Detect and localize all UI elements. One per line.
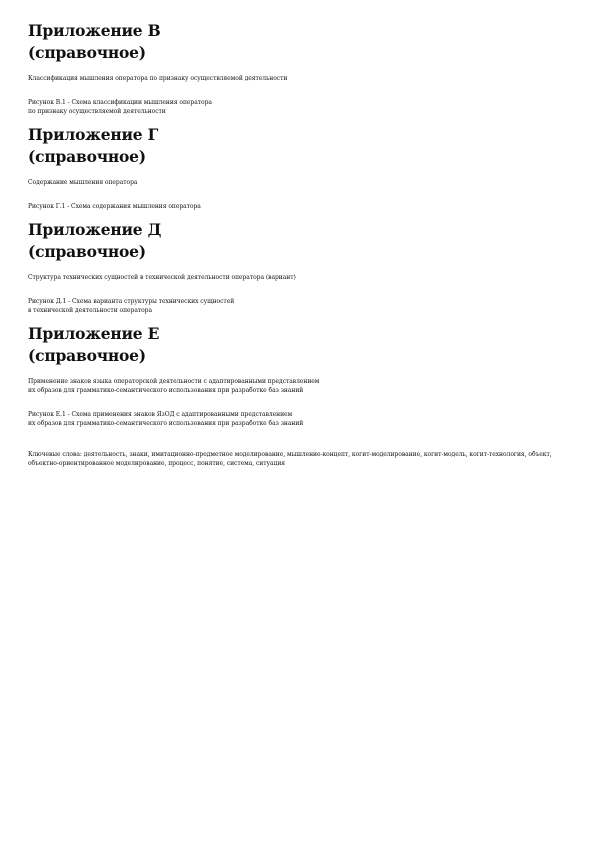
- figure-caption: Рисунок Г.1 - Схема содержания мышления оператора: [28, 203, 201, 210]
- appendix-description: Классификация мышления оператора по признаку осуществляемой деятельности: [28, 75, 288, 82]
- appendix-title: Приложение Г: [28, 125, 159, 144]
- figure-caption: Рисунок В.1 - Схема классификации мышления оператора по признаку осуществляемой деятельности: [28, 99, 212, 115]
- document-page: [28, 20, 568, 474]
- appendix-subtitle: (справочное): [28, 346, 146, 365]
- appendix-subtitle: (справочное): [28, 43, 146, 62]
- appendix-subtitle: (справочное): [28, 242, 146, 261]
- figure-caption: Рисунок Д.1 - Схема варианта структуры технических сущностей в технической деятельности оператора: [28, 298, 235, 314]
- appendix-subtitle: (справочное): [28, 147, 146, 166]
- appendix-description: Применение знаков языка операторской деятельности с адаптированными представлением их образов для грамматико-семантического использования при разработке баз знаний: [28, 378, 320, 394]
- appendix-title: Приложение Е: [28, 324, 160, 343]
- appendix-description: Структура технических сущностей в технической деятельности оператора (вариант): [28, 274, 296, 281]
- appendix-g: [28, 124, 568, 211]
- keywords: Ключевые слова: деятельность, знаки, имитационно-предметное моделирование, мышление-концепт, когит-моделирование, когит-модель, когит-технология, объект, объектно-ориентированное моделирование, процесс, понятие, система, ситуация: [28, 451, 552, 467]
- appendix-e: [28, 323, 568, 428]
- appendix-title: Приложение Д: [28, 220, 162, 239]
- appendix-description: Содержание мышления оператора: [28, 179, 138, 186]
- appendix-v: [28, 20, 568, 116]
- figure-caption: Рисунок Е.1 - Схема применения знаков ЯзОД с адаптированными представлением их образов для грамматико-семантического использования при разработке баз знаний: [28, 411, 304, 427]
- appendix-title: Приложение В: [28, 21, 161, 40]
- appendix-d: [28, 219, 568, 315]
